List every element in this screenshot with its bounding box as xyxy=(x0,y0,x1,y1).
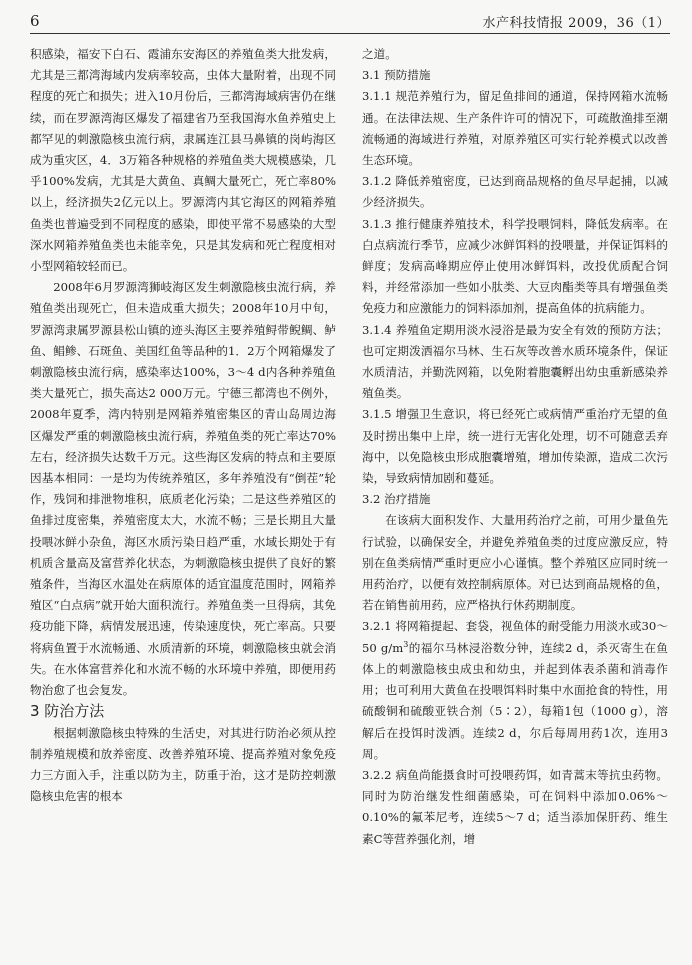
paragraph: 3.1.3 推行健康养殖技术，科学投喂饲料，降低发病率。在白点病流行季节，应减少冰鲜饵料的投喂量，并保证饵料的鲜度；发病高峰期应停止使用冰鲜饵料，改投优质配合饲料，并经常添加一些如小肽类、大豆肉酯类等具有增强鱼类免疫力和应激能力的饲料添加剂，提高鱼体的抗病能力。 xyxy=(362,216,668,316)
paragraph: 3.1.1 规范养殖行为，留足鱼排间的通道，保持网箱水流畅通。在法律法规、生产条件许可的情况下，可疏散渔排至潮流畅通的海域进行养殖，对原养殖区可实行轮养模式以改善生态环境。 xyxy=(362,89,668,168)
paragraph: 3.1.4 养殖鱼定期用淡水浸浴是最为安全有效的预防方法；也可定期泼洒福尔马林、生石灰等改善水质环境条件，保证水质清洁，并勤洗网箱，以免附着胞囊孵出幼虫重新感染养殖鱼类。 xyxy=(362,322,668,401)
paragraph: 3.1.5 增强卫生意识，将已经死亡或病情严重治疗无望的鱼及时捞出集中上岸，统一进行无害化处理，切不可随意丢弃海中，以免隐核虫形成胞囊增殖，增加传染源，造成二次污染，导致病情加剧和蔓延。 xyxy=(362,407,668,486)
paragraph: 积感染，福安下白石、霞浦东安海区的养殖鱼类大批发病，尤其是三都湾海域内发病率较高，虫体大量附着，出现不同程度的死亡和损失；进入10月份后，三都湾海域病害仍在继续，而在罗源湾海区爆发了福建省乃至我国海水鱼养殖史上都罕见的刺激隐核虫流行病，隶属连江县马鼻镇的岗屿海区成为重灾区，4．3万箱各种规格的养殖鱼类大规模感染，几乎100%发病，尤其是大黄鱼、真鲷大量死亡，死亡率80%以上，经济损失2亿元以上。罗源湾内其它海区的网箱养殖鱼类也普遍受到不同程度的感染，即使平常不易感染的大型深水网箱养殖鱼类也未能幸免，只是其发病和死亡程度相对小型网箱较轻而已。 xyxy=(30,47,336,274)
paragraph xyxy=(362,616,668,764)
paragraph: 3.2.2 病鱼尚能摄食时可投喂药饵，如青蒿末等抗虫药物。同时为防治继发性细菌感染，可在饲料中添加0.06%～0.10%的氟苯尼考，连续5～7 d；适当添加保肝药、维生素C等营养强化剂，增 xyxy=(362,767,668,846)
paragraph: 在该病大面积发作、大量用药治疗之前，可用少量鱼先行试验，以确保安全，并避免养殖鱼类的过度应激反应，特别在鱼类病情严重时更应小心谨慎。整个养殖区应同时统一用药治疗，以便有效控制病原体。对已达到商品规格的鱼，若在销售前用药，应严格执行休药期制度。 xyxy=(362,513,668,613)
paragraph: 3.1.2 降低养殖密度，已达到商品规格的鱼尽早起捕，以减少经济损失。 xyxy=(362,174,668,210)
paragraph: 根据刺激隐核虫特殊的生活史，对其进行防治必须从控制养殖规模和放养密度、改善养殖环境、提高养殖对象免疫力三方面入手，注重以防为主，防重于治，这才是防控刺激隐核虫危害的根本 xyxy=(30,725,336,804)
header-rule xyxy=(30,33,670,34)
superscript: 3 xyxy=(403,639,409,649)
paragraph: 之道。 xyxy=(362,47,397,61)
page-header xyxy=(30,10,670,34)
paragraph: 2008年6月罗源湾狮岐海区发生刺激隐核虫流行病，养殖鱼类出现死亡，但未造成重大损失；2008年10月中旬，罗源湾隶属罗源县松山镇的迹头海区主要养殖鲟带鲵鲷、鲈鱼、鲳鲹、石斑鱼、美国红鱼等品种的1．2万个网箱爆发了刺激隐核虫流行病，感染率达100%，3～4 d内各种养殖鱼类大量死亡，损失高达2 000万元。宁德三都湾也不例外，2008年夏季，湾内特别是网箱养殖密集区的青山岛周边海区爆发严重的刺激隐核虫流行病，养殖鱼类的死亡率达70%左右，经济损失达数千万元。这些海区发病的特点和主要原因基本相同：一是均为传统养殖区，多年养殖没有“倒茬”轮作，残饲和排泄物堆积，底质老化污染；二是这些养殖区的鱼排过度密集，养殖密度太大，水流不畅；三是长期且大量投喂冰鲜小杂鱼，海区水质污染日趋严重，水域长期处于有机质含量高及富营养化状态，为刺激隐核虫提供了良好的繁殖条件，当海区水温处在病原体的适宜温度范围时，网箱养殖区“白点病”就开始大面积流行。养殖鱼类一旦得病，其免疫功能下降，病情发展迅速，传染速度快，死亡率高。只要将病鱼置于水流畅通、水质清新的环境，刺激隐核虫就会消失。在水体富营养化和水流不畅的水环境中养殖，即便用药物治愈了也会复发。 xyxy=(30,280,336,698)
left-column xyxy=(30,44,336,807)
page-number: 6 xyxy=(30,12,40,30)
paragraph-text: 的福尔马林浸浴数分钟，连续2 d，杀灭寄生在鱼体上的刺激隐核虫成虫和幼虫，并起到体表杀菌和消毒作用；也可利用大黄鱼在投喂饵料时集中水面抢食的特性，用硫酸铜和硫酸亚铁合剂（5∶2），每箱1包（1000 g），溶解后在投饵时泼洒。连续2 d，尔后每周用药1次，连用3周。 xyxy=(362,640,668,761)
section-heading: 3 防治方法 xyxy=(30,702,105,721)
subsection-heading: 3.2 治疗措施 xyxy=(362,492,431,507)
journal-title: 水产科技情报 2009，36（1） xyxy=(482,16,670,31)
right-column xyxy=(362,44,668,850)
subsection-heading: 3.1 预防措施 xyxy=(362,68,431,83)
paragraph-text: 3.2.1 将网箱提起、套袋，视鱼体的耐受能力用淡水或30～50 g/m xyxy=(362,619,668,655)
